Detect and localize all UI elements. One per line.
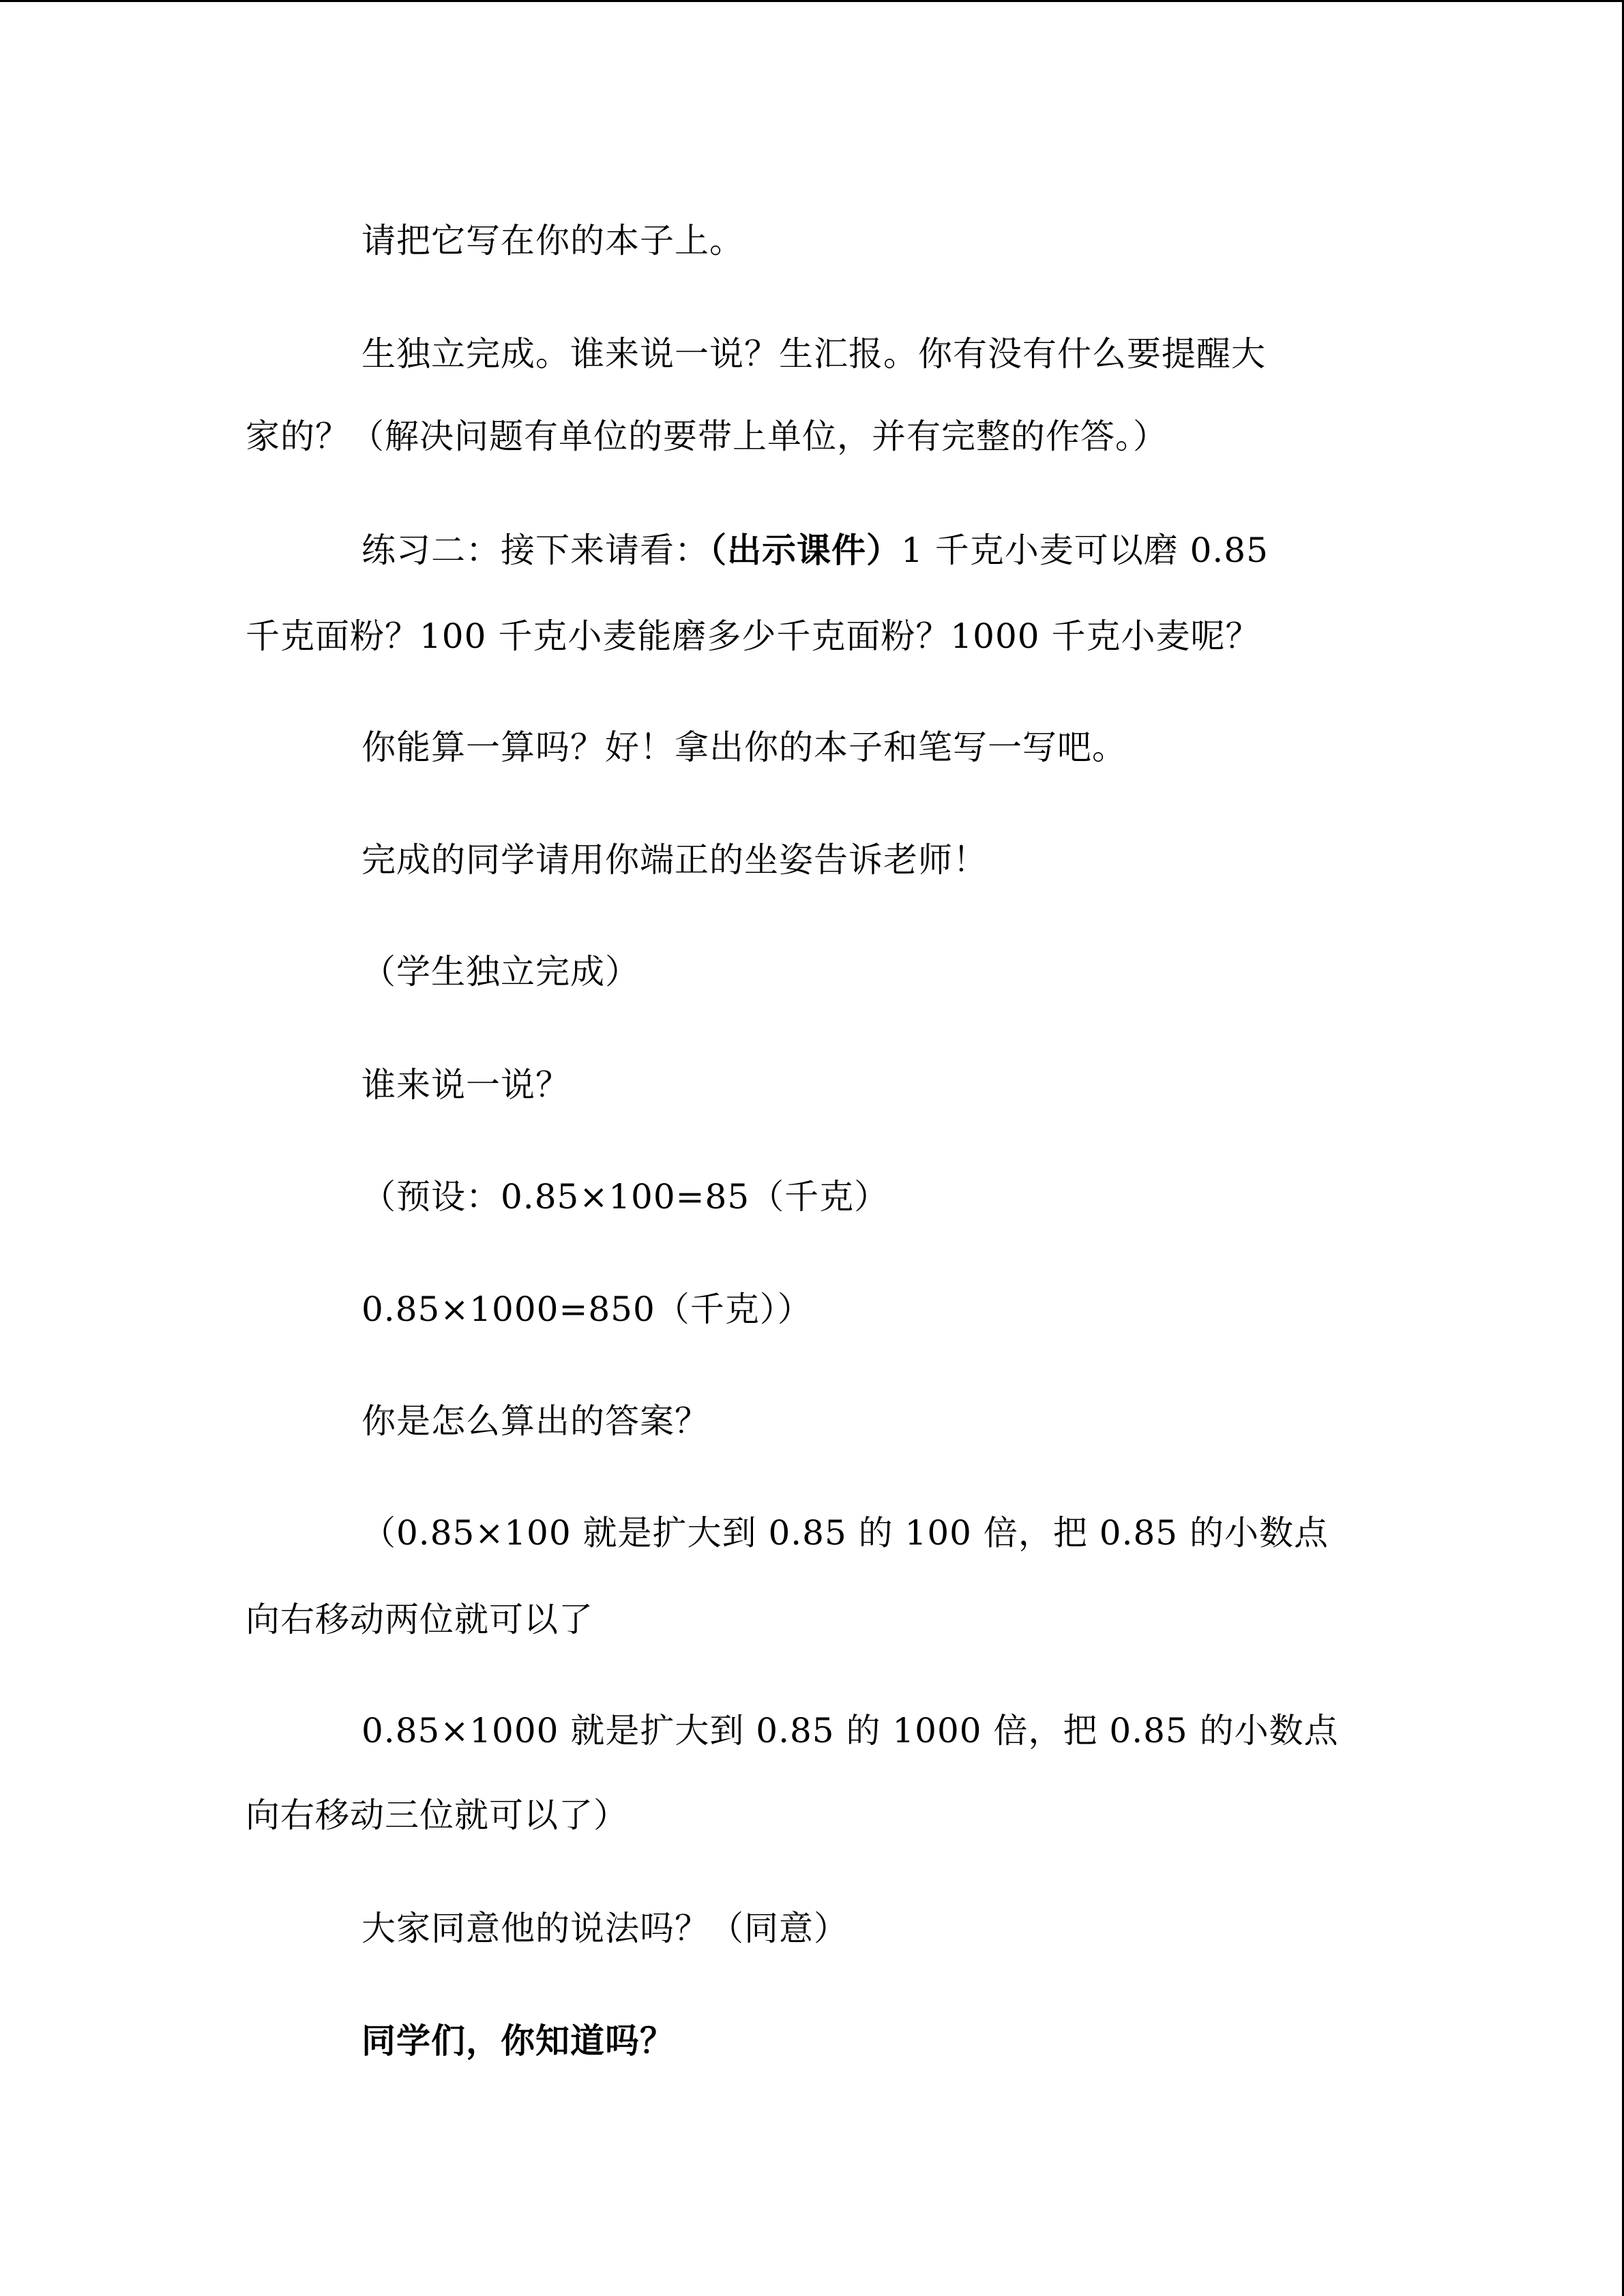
exercise-label: 练习二：接下来请看： <box>361 531 709 570</box>
paragraph-line: （0.85×100 就是扩大到 0.85 的 100 倍，把 0.85 的小数点 <box>361 1513 1329 1553</box>
paragraph-line: 谁来说一说？ <box>361 1065 570 1105</box>
paragraph-line: 向右移动三位就可以了） <box>246 1795 628 1835</box>
paragraph-line: 家的？（解决问题有单位的要带上单位，并有完整的作答。） <box>246 417 1168 456</box>
paragraph-line: 0.85×1000=850（千克）） <box>361 1289 812 1329</box>
paragraph-line: 完成的同学请用你端正的坐姿告诉老师！ <box>361 840 988 880</box>
section-heading: 同学们，你知道吗？ <box>361 2021 675 2061</box>
paragraph-line: 0.85×1000 就是扩大到 0.85 的 1000 倍，把 0.85 的小数点 <box>361 1711 1339 1750</box>
paragraph-line: 你能算一算吗？好！拿出你的本子和笔写一写吧。 <box>361 728 1127 767</box>
paragraph-line <box>361 526 1269 574</box>
paragraph-line: （预设：0.85×100=85（千克） <box>361 1177 889 1217</box>
paragraph-line: 请把它写在你的本子上。 <box>361 221 744 260</box>
problem-text: 1 千克小麦可以磨 0.85 <box>901 531 1269 570</box>
paragraph-line: 大家同意他的说法吗？（同意） <box>361 1909 848 1948</box>
paragraph-line: （学生独立完成） <box>361 952 640 992</box>
paragraph-line: 你是怎么算出的答案？ <box>361 1401 709 1441</box>
paragraph-line: 千克面粉？100 千克小麦能磨多少千克面粉？1000 千克小麦呢？ <box>246 616 1260 656</box>
page-top-border <box>0 0 1624 2</box>
paragraph-line: 向右移动两位就可以了 <box>246 1600 593 1639</box>
paragraph-line: 生独立完成。谁来说一说？生汇报。你有没有什么要提醒大 <box>361 334 1266 374</box>
courseware-note: （出示课件） <box>709 530 901 570</box>
